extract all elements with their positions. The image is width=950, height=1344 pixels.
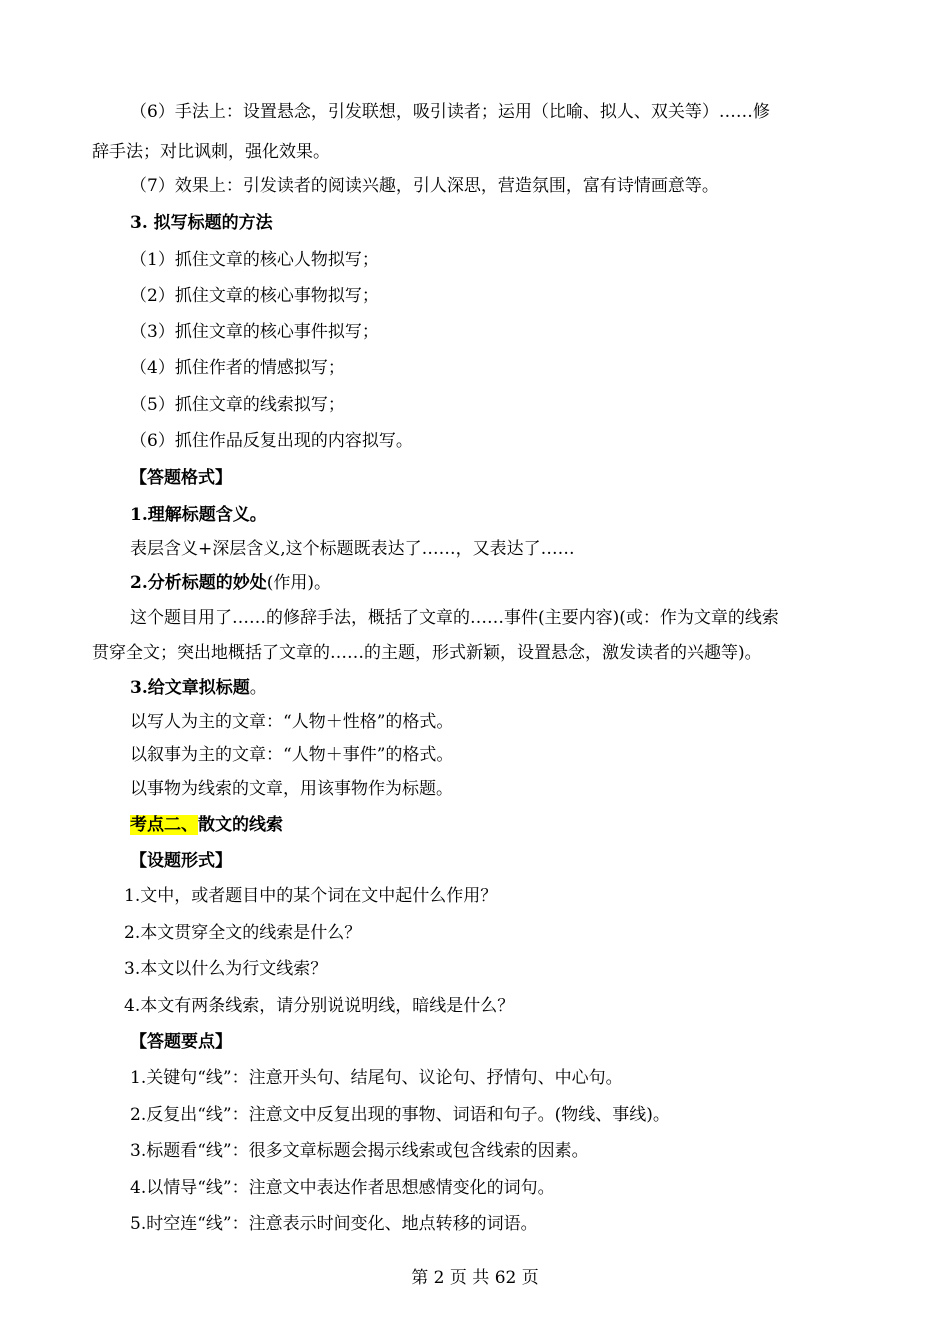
keypoint-heading-text: 【答题要点】 <box>130 1032 232 1052</box>
format-2-title-bold: 2.分析标题的妙处 <box>130 573 267 593</box>
point2-highlight: 考点二、 <box>130 815 198 835</box>
technique-6-line-2 <box>0 140 950 164</box>
question-item-2 <box>0 921 950 945</box>
technique-6-line-1 <box>0 100 950 124</box>
keypoint-item-text: 4.以情导“线”：注意文中表达作者思想感情变化的词句。 <box>130 1178 555 1198</box>
method-item-text: （3）抓住文章的核心事件拟写； <box>130 322 379 342</box>
effect-7-line <box>0 174 950 198</box>
keypoint-item-text: 5.时空连“线”：注意表示时间变化、地点转移的词语。 <box>130 1214 538 1234</box>
page-number: 第 2 页 共 62 页 <box>411 1268 539 1288</box>
format-2-title-rest: (作用)。 <box>266 573 332 593</box>
method-item-text: （2）抓住文章的核心事物拟写； <box>130 286 379 306</box>
method-heading <box>0 211 950 235</box>
question-item-text: 3.本文以什么为行文线索？ <box>124 959 328 979</box>
point2-title-text: 散文的线索 <box>198 815 283 835</box>
technique-6-text-a: （6）手法上：设置悬念，引发联想，吸引读者；运用（比喻、拟人、双关等）……修 <box>130 102 770 122</box>
keypoint-item-1 <box>0 1066 950 1090</box>
method-item-text: （4）抓住作者的情感拟写； <box>130 358 345 378</box>
method-item-3 <box>0 320 950 344</box>
keypoint-heading <box>0 1030 950 1054</box>
format-2-body-text-a: 这个题目用了……的修辞手法，概括了文章的……事件(主要内容)(或：作为文章的线索 <box>130 608 779 628</box>
question-item-text: 2.本文贯穿全文的线索是什么？ <box>124 923 362 943</box>
question-heading <box>0 849 950 873</box>
format-3-body-text: 以叙事为主的文章：“人物＋事件”的格式。 <box>130 745 454 765</box>
method-item-1 <box>0 248 950 272</box>
method-item-text: （1）抓住文章的核心人物拟写； <box>130 250 379 270</box>
format-3-title <box>0 676 950 700</box>
keypoint-item-text: 3.标题看“线”：很多文章标题会揭示线索或包含线索的因素。 <box>130 1141 589 1161</box>
format-3-title-bold: 3.给文章拟标题 <box>130 678 250 698</box>
method-item-2 <box>0 284 950 308</box>
effect-7-text: （7）效果上：引发读者的阅读兴趣，引人深思，营造氛围，富有诗情画意等。 <box>130 176 719 196</box>
technique-6-text-b: 辞手法；对比讽刺，强化效果。 <box>92 142 330 162</box>
method-item-4 <box>0 356 950 380</box>
question-item-1 <box>0 884 950 908</box>
page-footer <box>0 1266 950 1290</box>
format-1-title <box>0 503 950 527</box>
format-3-body-text: 以写人为主的文章：“人物＋性格”的格式。 <box>130 712 454 732</box>
question-item-3 <box>0 957 950 981</box>
method-item-text: （5）抓住文章的线索拟写； <box>130 395 345 415</box>
format-3-body-2 <box>0 743 950 767</box>
format-1-title-text: 1.理解标题含义。 <box>130 505 267 525</box>
method-item-text: （6）抓住作品反复出现的内容拟写。 <box>130 431 413 451</box>
method-item-5 <box>0 393 950 417</box>
format-1-body <box>0 537 950 561</box>
point2-heading <box>0 813 950 837</box>
format-1-body-text: 表层含义+深层含义,这个标题既表达了……，又表达了…… <box>130 539 575 559</box>
question-item-text: 4.本文有两条线索，请分别说说明线，暗线是什么？ <box>124 996 515 1016</box>
format-3-body-1 <box>0 710 950 734</box>
keypoint-item-2 <box>0 1103 950 1127</box>
keypoint-item-5 <box>0 1212 950 1236</box>
format-2-body-text-b: 贯穿全文；突出地概括了文章的……的主题，形式新颖，设置悬念，激发读者的兴趣等)。 <box>92 643 762 663</box>
keypoint-item-3 <box>0 1139 950 1163</box>
keypoint-item-4 <box>0 1176 950 1200</box>
method-item-6 <box>0 429 950 453</box>
format-3-body-text: 以事物为线索的文章，用该事物作为标题。 <box>130 779 453 799</box>
format-heading-text: 【答题格式】 <box>130 468 232 488</box>
format-3-body-3 <box>0 777 950 801</box>
format-heading <box>0 466 950 490</box>
method-heading-text: 3. 拟写标题的方法 <box>130 213 273 233</box>
format-3-title-rest: 。 <box>249 678 267 698</box>
keypoint-item-text: 1.关键句“线”：注意开头句、结尾句、议论句、抒情句、中心句。 <box>130 1068 623 1088</box>
keypoint-item-text: 2.反复出“线”：注意文中反复出现的事物、词语和句子。(物线、事线)。 <box>130 1105 670 1125</box>
format-2-body-line-1 <box>0 606 950 630</box>
format-2-title <box>0 571 950 595</box>
format-2-body-line-2 <box>0 641 950 665</box>
question-heading-text: 【设题形式】 <box>130 851 232 871</box>
question-item-4 <box>0 994 950 1018</box>
question-item-text: 1.文中，或者题目中的某个词在文中起什么作用？ <box>124 886 498 906</box>
